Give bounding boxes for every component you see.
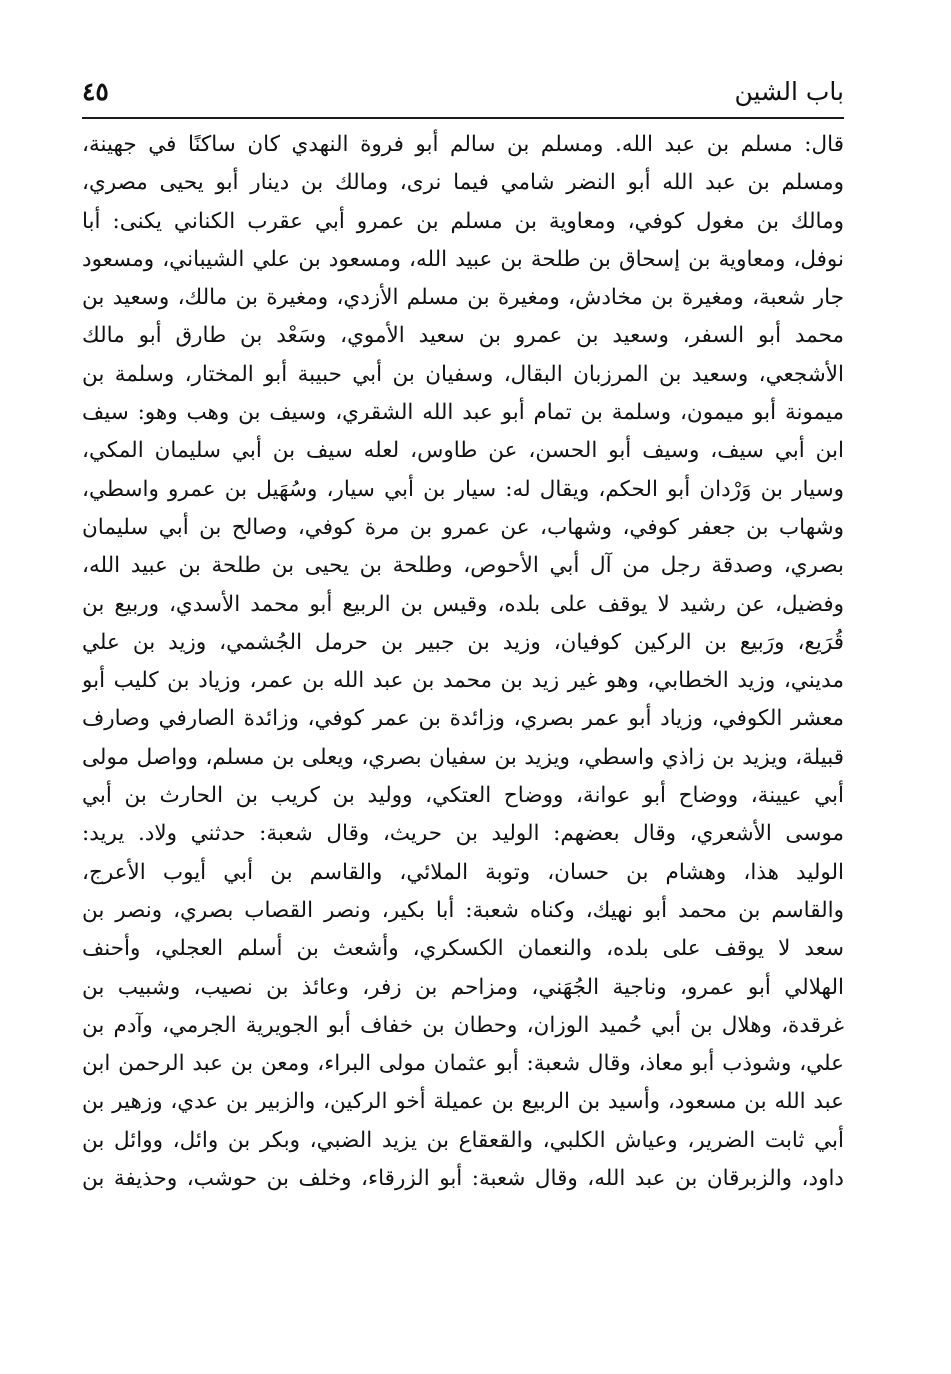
text-line: بصري، وصدقة رجل من آل أبي الأحوص، وطلحة بن يحيى بن طلحة بن عبيد الله،: [82, 553, 844, 579]
header-rule: [82, 117, 844, 119]
text-line: سعد لا يوقف على بلده، والنعمان الكسكري، وأشعث بن أسلم العجلي، وأحنف: [82, 936, 844, 962]
page-number: ٤٥: [82, 77, 109, 106]
text-line: داود، والزبرقان بن عبد الله، وقال شعبة: أبو الزرقاء، وخلف بن حوشب، وحذيفة بن: [82, 1166, 844, 1192]
text-line: جار شعبة، ومغيرة بن مخادش، ومغيرة بن مسلم الأزدي، ومغيرة بن مالك، وسعيد بن: [82, 285, 844, 311]
text-line: غرقدة، وهلال بن أبي حُميد الوزان، وحطان بن خفاف أبو الجويرية الجرمي، وآدم بن: [82, 1012, 844, 1038]
text-line: والقاسم بن محمد أبو نهيك، وكناه شعبة: أبا بكير، ونصر القصاب بصري، ونصر بن: [82, 897, 844, 923]
text-line: ومسلم بن عبد الله أبو النضر شامي فيما نرى، ومالك بن دينار أبو يحيى مصري،: [82, 170, 844, 196]
text-line: ابن أبي سيف، وسيف أبو الحسن، عن طاوس، لعله سيف بن أبي سليمان المكي،: [82, 438, 844, 464]
text-line: الأشجعي، وسعيد بن المرزبان البقال، وسفيان بن أبي حبيبة أبو المختار، وسلمة بن: [82, 361, 844, 387]
text-line: وفضيل، عن رشيد لا يوقف على بلده، وقيس بن الربيع أبو محمد الأسدي، وربيع بن: [82, 591, 844, 617]
text-line: عبد الله بن مسعود، وأسيد بن الربيع بن عميلة أخو الركين، والزبير بن عدي، وزهير بن: [82, 1089, 844, 1115]
text-line: قال: مسلم بن عبد الله. ومسلم بن سالم أبو فروة النهدي كان ساكنًا في جهينة،: [82, 132, 844, 157]
text-line: الوليد هذا، وهشام بن حسان، وتوبة الملائي، والقاسم بن أبي أيوب الأعرج،: [82, 859, 844, 885]
text-line: نوفل، ومعاوية بن إسحاق بن طلحة بن عبيد الله، ومسعود بن علي الشيباني، ومسعود: [82, 246, 844, 272]
text-line: قُرَيع، ورَبيع بن الركين كوفيان، وزيد بن جبير بن حرمل الجُشمي، وزيد بن علي: [82, 629, 844, 655]
text-line: علي، وشوذب أبو معاذ، وقال شعبة: أبو عثمان مولى البراء، ومعن بن عبد الرحمن ابن: [82, 1051, 844, 1077]
text-line: وسيار بن وَرْدان أبو الحكم، ويقال له: سيار بن أبي سيار، وسُهَيل بن عمرو واسطي،: [82, 476, 844, 502]
text-line: قبيلة، ويزيد بن زاذي واسطي، ويزيد بن سفيان بصري، ويعلى بن مسلم، وواصل مولى: [82, 744, 844, 770]
text-line: معشر الكوفي، وزياد أبو عمر بصري، وزائدة بن عمر كوفي، وزائدة الصارفي وصارف: [82, 706, 844, 732]
text-line: موسى الأشعري، وقال بعضهم: الوليد بن حريث، وقال شعبة: حدثني ولاد. يريد:: [82, 821, 844, 847]
text-line: محمد أبو السفر، وسعيد بن عمرو بن سعيد الأموي، وسَعْد بن طارق أبو مالك: [82, 323, 844, 349]
body-text: [82, 126, 844, 1198]
text-line: مديني، وزيد الخطابي، وهو غير زيد بن محمد بن عبد الله بن عمر، وزياد بن كليب أبو: [82, 668, 844, 694]
text-line: ميمونة أبو ميمون، وسلمة بن تمام أبو عبد الله الشقري، وسيف بن وهب وهو: سيف: [82, 400, 844, 426]
text-line: وشهاب بن جعفر كوفي، وشهاب، عن عمرو بن مرة كوفي، وصالح بن أبي سليمان: [82, 514, 844, 540]
text-line: أبي عيينة، ووضاح أبو عوانة، ووضاح العتكي، ووليد بن كريب بن الحارث بن أبي: [82, 783, 844, 809]
text-line: أبي ثابت الضرير، وعياش الكلبي، والقعقاع بن يزيد الضبي، وبكر بن وائل، ووائل بن: [82, 1127, 844, 1153]
text-line: الهلالي أبو عمرو، وناجية الجُهَني، ومزاحم بن زفر، وعائذ بن نصيب، وشبيب بن: [82, 974, 844, 1000]
section-title: باب الشين: [734, 77, 844, 106]
page-header: [82, 70, 844, 116]
text-line: ومالك بن مغول كوفي، ومعاوية بن مسلم بن عمرو أبي عقرب الكناني يكنى: أبا: [82, 208, 844, 234]
